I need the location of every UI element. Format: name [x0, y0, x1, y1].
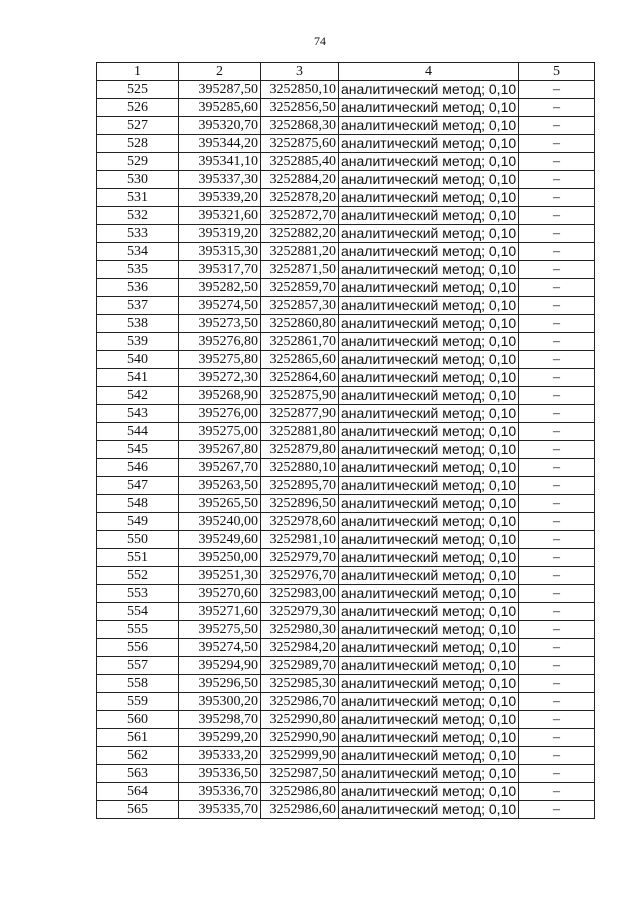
point-number-cell: 548 — [97, 495, 179, 513]
description-cell: – — [519, 567, 595, 585]
method-cell: аналитический метод; 0,10 — [339, 117, 519, 135]
y-coordinate-cell: 3252879,80 — [261, 441, 339, 459]
method-cell: аналитический метод; 0,10 — [339, 549, 519, 567]
page-number: 74 — [314, 34, 326, 48]
point-number-cell: 556 — [97, 639, 179, 657]
method-cell: аналитический метод; 0,10 — [339, 423, 519, 441]
table-row — [97, 477, 595, 495]
table-row — [97, 603, 595, 621]
method-cell: аналитический метод; 0,10 — [339, 657, 519, 675]
x-coordinate-cell: 395285,60 — [179, 99, 261, 117]
point-number-cell: 532 — [97, 207, 179, 225]
y-coordinate-cell: 3252865,60 — [261, 351, 339, 369]
point-number-cell: 545 — [97, 441, 179, 459]
table-row — [97, 459, 595, 477]
point-number-cell: 544 — [97, 423, 179, 441]
description-cell: – — [519, 729, 595, 747]
method-cell: аналитический метод; 0,10 — [339, 459, 519, 477]
y-coordinate-cell: 3252860,80 — [261, 315, 339, 333]
table-row — [97, 585, 595, 603]
table-body — [97, 81, 595, 819]
table-row — [97, 657, 595, 675]
x-coordinate-cell: 395276,80 — [179, 333, 261, 351]
x-coordinate-cell: 395298,70 — [179, 711, 261, 729]
description-cell: – — [519, 315, 595, 333]
x-coordinate-cell: 395267,70 — [179, 459, 261, 477]
table-row — [97, 765, 595, 783]
x-coordinate-cell: 395336,50 — [179, 765, 261, 783]
table-row — [97, 423, 595, 441]
point-number-cell: 527 — [97, 117, 179, 135]
point-number-cell: 538 — [97, 315, 179, 333]
table-row — [97, 315, 595, 333]
point-number-cell: 555 — [97, 621, 179, 639]
point-number-cell: 553 — [97, 585, 179, 603]
x-coordinate-cell: 395275,80 — [179, 351, 261, 369]
method-cell: аналитический метод; 0,10 — [339, 567, 519, 585]
method-cell: аналитический метод; 0,10 — [339, 369, 519, 387]
x-coordinate-cell: 395282,50 — [179, 279, 261, 297]
method-cell: аналитический метод; 0,10 — [339, 585, 519, 603]
description-cell: – — [519, 495, 595, 513]
y-coordinate-cell: 3252877,90 — [261, 405, 339, 423]
y-coordinate-cell: 3252987,50 — [261, 765, 339, 783]
y-coordinate-cell: 3252990,90 — [261, 729, 339, 747]
x-coordinate-cell: 395287,50 — [179, 81, 261, 99]
point-number-cell: 525 — [97, 81, 179, 99]
y-coordinate-cell: 3252986,60 — [261, 801, 339, 819]
description-cell: – — [519, 639, 595, 657]
table-row — [97, 405, 595, 423]
table-header-row — [97, 63, 595, 81]
x-coordinate-cell: 395273,50 — [179, 315, 261, 333]
method-cell: аналитический метод; 0,10 — [339, 603, 519, 621]
point-number-cell: 541 — [97, 369, 179, 387]
y-coordinate-cell: 3252978,60 — [261, 513, 339, 531]
table-row — [97, 117, 595, 135]
y-coordinate-cell: 3252986,70 — [261, 693, 339, 711]
y-coordinate-cell: 3252976,70 — [261, 567, 339, 585]
x-coordinate-cell: 395336,70 — [179, 783, 261, 801]
point-number-cell: 559 — [97, 693, 179, 711]
y-coordinate-cell: 3252990,80 — [261, 711, 339, 729]
column-header-point-number: 1 — [97, 63, 179, 81]
y-coordinate-cell: 3252859,70 — [261, 279, 339, 297]
description-cell: – — [519, 153, 595, 171]
x-coordinate-cell: 395317,70 — [179, 261, 261, 279]
description-cell: – — [519, 711, 595, 729]
point-number-cell: 563 — [97, 765, 179, 783]
method-cell: аналитический метод; 0,10 — [339, 441, 519, 459]
y-coordinate-cell: 3252875,90 — [261, 387, 339, 405]
method-cell: аналитический метод; 0,10 — [339, 297, 519, 315]
y-coordinate-cell: 3252896,50 — [261, 495, 339, 513]
x-coordinate-cell: 395337,30 — [179, 171, 261, 189]
x-coordinate-cell: 395339,20 — [179, 189, 261, 207]
description-cell: – — [519, 243, 595, 261]
method-cell: аналитический метод; 0,10 — [339, 279, 519, 297]
table-row — [97, 387, 595, 405]
table-row — [97, 639, 595, 657]
x-coordinate-cell: 395249,60 — [179, 531, 261, 549]
x-coordinate-cell: 395240,00 — [179, 513, 261, 531]
table-row — [97, 369, 595, 387]
table-row — [97, 495, 595, 513]
y-coordinate-cell: 3252881,80 — [261, 423, 339, 441]
column-header-method: 4 — [339, 63, 519, 81]
x-coordinate-cell: 395321,60 — [179, 207, 261, 225]
description-cell: – — [519, 135, 595, 153]
x-coordinate-cell: 395267,80 — [179, 441, 261, 459]
method-cell: аналитический метод; 0,10 — [339, 783, 519, 801]
point-number-cell: 531 — [97, 189, 179, 207]
table-row — [97, 261, 595, 279]
x-coordinate-cell: 395320,70 — [179, 117, 261, 135]
point-number-cell: 554 — [97, 603, 179, 621]
table-row — [97, 81, 595, 99]
method-cell: аналитический метод; 0,10 — [339, 243, 519, 261]
description-cell: – — [519, 225, 595, 243]
table-row — [97, 621, 595, 639]
description-cell: – — [519, 387, 595, 405]
method-cell: аналитический метод; 0,10 — [339, 765, 519, 783]
y-coordinate-cell: 3252984,20 — [261, 639, 339, 657]
table-row — [97, 351, 595, 369]
column-header-description: 5 — [519, 63, 595, 81]
point-number-cell: 537 — [97, 297, 179, 315]
y-coordinate-cell: 3252868,30 — [261, 117, 339, 135]
y-coordinate-cell: 3252989,70 — [261, 657, 339, 675]
description-cell: – — [519, 81, 595, 99]
y-coordinate-cell: 3252884,20 — [261, 171, 339, 189]
description-cell: – — [519, 693, 595, 711]
x-coordinate-cell: 395274,50 — [179, 639, 261, 657]
table-row — [97, 135, 595, 153]
y-coordinate-cell: 3252857,30 — [261, 297, 339, 315]
method-cell: аналитический метод; 0,10 — [339, 747, 519, 765]
method-cell: аналитический метод; 0,10 — [339, 153, 519, 171]
table-row — [97, 279, 595, 297]
x-coordinate-cell: 395319,20 — [179, 225, 261, 243]
x-coordinate-cell: 395272,30 — [179, 369, 261, 387]
y-coordinate-cell: 3252882,20 — [261, 225, 339, 243]
point-number-cell: 547 — [97, 477, 179, 495]
y-coordinate-cell: 3252885,40 — [261, 153, 339, 171]
table-row — [97, 171, 595, 189]
x-coordinate-cell: 395299,20 — [179, 729, 261, 747]
point-number-cell: 560 — [97, 711, 179, 729]
description-cell: – — [519, 207, 595, 225]
x-coordinate-cell: 395275,50 — [179, 621, 261, 639]
x-coordinate-cell: 395275,00 — [179, 423, 261, 441]
point-number-cell: 558 — [97, 675, 179, 693]
method-cell: аналитический метод; 0,10 — [339, 477, 519, 495]
method-cell: аналитический метод; 0,10 — [339, 315, 519, 333]
point-number-cell: 530 — [97, 171, 179, 189]
description-cell: – — [519, 261, 595, 279]
description-cell: – — [519, 603, 595, 621]
x-coordinate-cell: 395315,30 — [179, 243, 261, 261]
method-cell: аналитический метод; 0,10 — [339, 675, 519, 693]
description-cell: – — [519, 657, 595, 675]
coordinates-table — [96, 62, 595, 819]
method-cell: аналитический метод; 0,10 — [339, 189, 519, 207]
description-cell: – — [519, 369, 595, 387]
method-cell: аналитический метод; 0,10 — [339, 693, 519, 711]
x-coordinate-cell: 395296,50 — [179, 675, 261, 693]
y-coordinate-cell: 3252850,10 — [261, 81, 339, 99]
y-coordinate-cell: 3252871,50 — [261, 261, 339, 279]
y-coordinate-cell: 3252979,30 — [261, 603, 339, 621]
method-cell: аналитический метод; 0,10 — [339, 225, 519, 243]
method-cell: аналитический метод; 0,10 — [339, 621, 519, 639]
description-cell: – — [519, 99, 595, 117]
method-cell: аналитический метод; 0,10 — [339, 711, 519, 729]
point-number-cell: 561 — [97, 729, 179, 747]
x-coordinate-cell: 395335,70 — [179, 801, 261, 819]
y-coordinate-cell: 3252861,70 — [261, 333, 339, 351]
x-coordinate-cell: 395276,00 — [179, 405, 261, 423]
description-cell: – — [519, 171, 595, 189]
table-row — [97, 153, 595, 171]
point-number-cell: 543 — [97, 405, 179, 423]
method-cell: аналитический метод; 0,10 — [339, 351, 519, 369]
description-cell: – — [519, 333, 595, 351]
method-cell: аналитический метод; 0,10 — [339, 513, 519, 531]
x-coordinate-cell: 395333,20 — [179, 747, 261, 765]
method-cell: аналитический метод; 0,10 — [339, 405, 519, 423]
y-coordinate-cell: 3252872,70 — [261, 207, 339, 225]
point-number-cell: 552 — [97, 567, 179, 585]
description-cell: – — [519, 405, 595, 423]
method-cell: аналитический метод; 0,10 — [339, 801, 519, 819]
description-cell: – — [519, 801, 595, 819]
x-coordinate-cell: 395251,30 — [179, 567, 261, 585]
table-row — [97, 801, 595, 819]
point-number-cell: 557 — [97, 657, 179, 675]
description-cell: – — [519, 675, 595, 693]
point-number-cell: 562 — [97, 747, 179, 765]
point-number-cell: 535 — [97, 261, 179, 279]
y-coordinate-cell: 3252986,80 — [261, 783, 339, 801]
y-coordinate-cell: 3252983,00 — [261, 585, 339, 603]
table-row — [97, 675, 595, 693]
description-cell: – — [519, 477, 595, 495]
y-coordinate-cell: 3252856,50 — [261, 99, 339, 117]
method-cell: аналитический метод; 0,10 — [339, 171, 519, 189]
point-number-cell: 565 — [97, 801, 179, 819]
method-cell: аналитический метод; 0,10 — [339, 729, 519, 747]
table-row — [97, 297, 595, 315]
table-row — [97, 99, 595, 117]
x-coordinate-cell: 395268,90 — [179, 387, 261, 405]
x-coordinate-cell: 395294,90 — [179, 657, 261, 675]
description-cell: – — [519, 423, 595, 441]
point-number-cell: 539 — [97, 333, 179, 351]
x-coordinate-cell: 395270,60 — [179, 585, 261, 603]
y-coordinate-cell: 3252981,10 — [261, 531, 339, 549]
point-number-cell: 550 — [97, 531, 179, 549]
point-number-cell: 526 — [97, 99, 179, 117]
method-cell: аналитический метод; 0,10 — [339, 207, 519, 225]
method-cell: аналитический метод; 0,10 — [339, 531, 519, 549]
x-coordinate-cell: 395271,60 — [179, 603, 261, 621]
table-row — [97, 333, 595, 351]
x-coordinate-cell: 395263,50 — [179, 477, 261, 495]
method-cell: аналитический метод; 0,10 — [339, 495, 519, 513]
description-cell: – — [519, 621, 595, 639]
point-number-cell: 529 — [97, 153, 179, 171]
method-cell: аналитический метод; 0,10 — [339, 387, 519, 405]
description-cell: – — [519, 351, 595, 369]
table-row — [97, 747, 595, 765]
table-row — [97, 693, 595, 711]
x-coordinate-cell: 395274,50 — [179, 297, 261, 315]
table-row — [97, 549, 595, 567]
description-cell: – — [519, 783, 595, 801]
table-row — [97, 207, 595, 225]
y-coordinate-cell: 3252881,20 — [261, 243, 339, 261]
x-coordinate-cell: 395344,20 — [179, 135, 261, 153]
table-row — [97, 711, 595, 729]
description-cell: – — [519, 279, 595, 297]
y-coordinate-cell: 3252875,60 — [261, 135, 339, 153]
column-header-y: 3 — [261, 63, 339, 81]
method-cell: аналитический метод; 0,10 — [339, 135, 519, 153]
description-cell: – — [519, 765, 595, 783]
table-row — [97, 225, 595, 243]
description-cell: – — [519, 513, 595, 531]
point-number-cell: 528 — [97, 135, 179, 153]
description-cell: – — [519, 747, 595, 765]
x-coordinate-cell: 395250,00 — [179, 549, 261, 567]
point-number-cell: 546 — [97, 459, 179, 477]
point-number-cell: 534 — [97, 243, 179, 261]
y-coordinate-cell: 3252985,30 — [261, 675, 339, 693]
description-cell: – — [519, 459, 595, 477]
method-cell: аналитический метод; 0,10 — [339, 333, 519, 351]
table-row — [97, 243, 595, 261]
column-header-x: 2 — [179, 63, 261, 81]
y-coordinate-cell: 3252999,90 — [261, 747, 339, 765]
point-number-cell: 542 — [97, 387, 179, 405]
description-cell: – — [519, 189, 595, 207]
method-cell: аналитический метод; 0,10 — [339, 81, 519, 99]
point-number-cell: 533 — [97, 225, 179, 243]
description-cell: – — [519, 531, 595, 549]
point-number-cell: 551 — [97, 549, 179, 567]
method-cell: аналитический метод; 0,10 — [339, 639, 519, 657]
point-number-cell: 536 — [97, 279, 179, 297]
table-row — [97, 783, 595, 801]
y-coordinate-cell: 3252980,30 — [261, 621, 339, 639]
y-coordinate-cell: 3252878,20 — [261, 189, 339, 207]
table-row — [97, 513, 595, 531]
method-cell: аналитический метод; 0,10 — [339, 99, 519, 117]
x-coordinate-cell: 395341,10 — [179, 153, 261, 171]
description-cell: – — [519, 297, 595, 315]
table-row — [97, 567, 595, 585]
point-number-cell: 564 — [97, 783, 179, 801]
table-row — [97, 531, 595, 549]
point-number-cell: 549 — [97, 513, 179, 531]
table-row — [97, 189, 595, 207]
description-cell: – — [519, 549, 595, 567]
x-coordinate-cell: 395300,20 — [179, 693, 261, 711]
point-number-cell: 540 — [97, 351, 179, 369]
table-row — [97, 729, 595, 747]
table-row — [97, 441, 595, 459]
description-cell: – — [519, 117, 595, 135]
method-cell: аналитический метод; 0,10 — [339, 261, 519, 279]
x-coordinate-cell: 395265,50 — [179, 495, 261, 513]
y-coordinate-cell: 3252979,70 — [261, 549, 339, 567]
y-coordinate-cell: 3252864,60 — [261, 369, 339, 387]
y-coordinate-cell: 3252880,10 — [261, 459, 339, 477]
y-coordinate-cell: 3252895,70 — [261, 477, 339, 495]
description-cell: – — [519, 441, 595, 459]
description-cell: – — [519, 585, 595, 603]
